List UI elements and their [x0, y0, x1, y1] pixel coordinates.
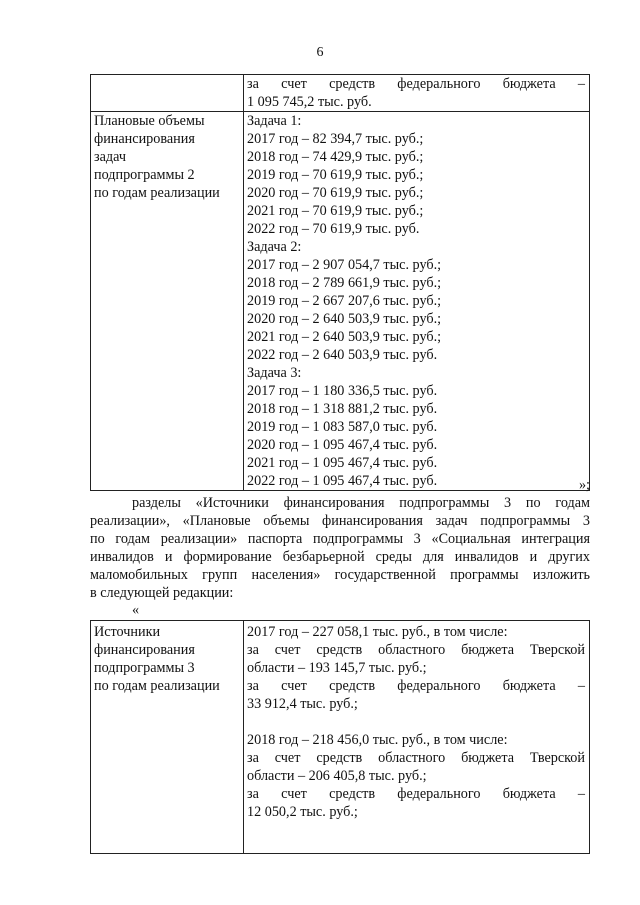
table-cell-federal-total [244, 75, 590, 112]
cell-line: 2018 год – 2 789 661,9 тыс. руб.; [247, 275, 442, 291]
cell-line: за счет средств федерального бюджета – [247, 678, 585, 694]
paragraph-line: в следующей редакции: [90, 585, 234, 601]
cell-line: области – 206 405,8 тыс. руб.; [247, 768, 427, 784]
cell-line: по годам реализации [94, 185, 220, 201]
cell-line: финансирования [94, 131, 195, 147]
table-cell-sources-values [244, 621, 590, 854]
cell-line: Плановые объемы [94, 113, 205, 129]
cell-line: 2017 год – 82 394,7 тыс. руб.; [247, 131, 424, 147]
cell-line: 2020 год – 70 619,9 тыс. руб.; [247, 185, 424, 201]
cell-line: 2017 год – 1 180 336,5 тыс. руб. [247, 383, 438, 399]
table-row [91, 112, 590, 491]
cell-line: Задача 3: [247, 365, 302, 381]
paragraph-line: реализации», «Плановые объемы финансирования задач подпрограммы 3 [90, 513, 590, 529]
cell-line: финансирования [94, 642, 195, 658]
cell-line: Задача 1: [247, 113, 302, 129]
table-subprogram-2 [90, 74, 590, 491]
cell-line: 2018 год – 74 429,9 тыс. руб.; [247, 149, 424, 165]
cell-line: 2018 год – 218 456,0 тыс. руб., в том числе: [247, 732, 508, 748]
cell-line: области – 193 145,7 тыс. руб.; [247, 660, 427, 676]
cell-line: 2019 год – 2 667 207,6 тыс. руб.; [247, 293, 442, 309]
cell-line: за счет средств областного бюджета Тверской [247, 642, 585, 658]
cell-line: по годам реализации [94, 678, 220, 694]
cell-line: Задача 2: [247, 239, 302, 255]
cell-line: 2021 год – 70 619,9 тыс. руб.; [247, 203, 424, 219]
cell-line: 2022 год – 70 619,9 тыс. руб. [247, 221, 420, 237]
cell-line: 2017 год – 227 058,1 тыс. руб., в том числе: [247, 624, 508, 640]
table-cell-planned-volumes-label [91, 112, 244, 491]
table-row [91, 75, 590, 112]
table-cell-sources-label [91, 621, 244, 854]
cell-line: 2021 год – 1 095 467,4 тыс. руб. [247, 455, 438, 471]
blank-line [247, 713, 585, 731]
body-paragraph [90, 494, 590, 602]
cell-line: 1 095 745,2 тыс. руб. [247, 94, 372, 110]
paragraph-line: по годам реализации» паспорта подпрограммы 3 «Социальная интеграция [90, 531, 590, 547]
cell-line: подпрограммы 2 [94, 167, 195, 183]
cell-line: задач [94, 149, 126, 165]
cell-line: 2020 год – 2 640 503,9 тыс. руб.; [247, 311, 442, 327]
cell-line: за счет средств областного бюджета Тверской [247, 750, 585, 766]
cell-line: 2022 год – 1 095 467,4 тыс. руб. [247, 473, 438, 489]
paragraph-line: разделы «Источники финансирования подпрограммы 3 по годам [132, 495, 590, 511]
cell-line: Источники [94, 624, 161, 640]
closing-quote-mark: »; [578, 477, 590, 493]
opening-quote-mark: « [132, 602, 140, 618]
cell-line: 2018 год – 1 318 881,2 тыс. руб. [247, 401, 438, 417]
paragraph-line: маломобильных групп населения» государственной программы изложить [90, 567, 590, 583]
table-subprogram-3-sources [90, 620, 590, 854]
cell-line: 2019 год – 70 619,9 тыс. руб.; [247, 167, 424, 183]
cell-line: за счет средств федерального бюджета – [247, 786, 585, 802]
cell-line: 2020 год – 1 095 467,4 тыс. руб. [247, 437, 438, 453]
cell-line: 2017 год – 2 907 054,7 тыс. руб.; [247, 257, 442, 273]
cell-line: 2021 год – 2 640 503,9 тыс. руб.; [247, 329, 442, 345]
cell-line: 2022 год – 2 640 503,9 тыс. руб. [247, 347, 438, 363]
paragraph-line: инвалидов и формирование безбарьерной среды для инвалидов и других [90, 549, 590, 565]
cell-line: за счет средств федерального бюджета – [247, 76, 585, 92]
table-row [91, 621, 590, 854]
table-cell-empty [91, 75, 244, 112]
cell-line: 12 050,2 тыс. руб.; [247, 804, 358, 820]
cell-line: 2019 год – 1 083 587,0 тыс. руб. [247, 419, 438, 435]
cell-line: подпрограммы 3 [94, 660, 195, 676]
page-number: 6 [316, 45, 324, 60]
cell-line: 33 912,4 тыс. руб.; [247, 696, 358, 712]
table-cell-planned-volumes-values [244, 112, 590, 491]
